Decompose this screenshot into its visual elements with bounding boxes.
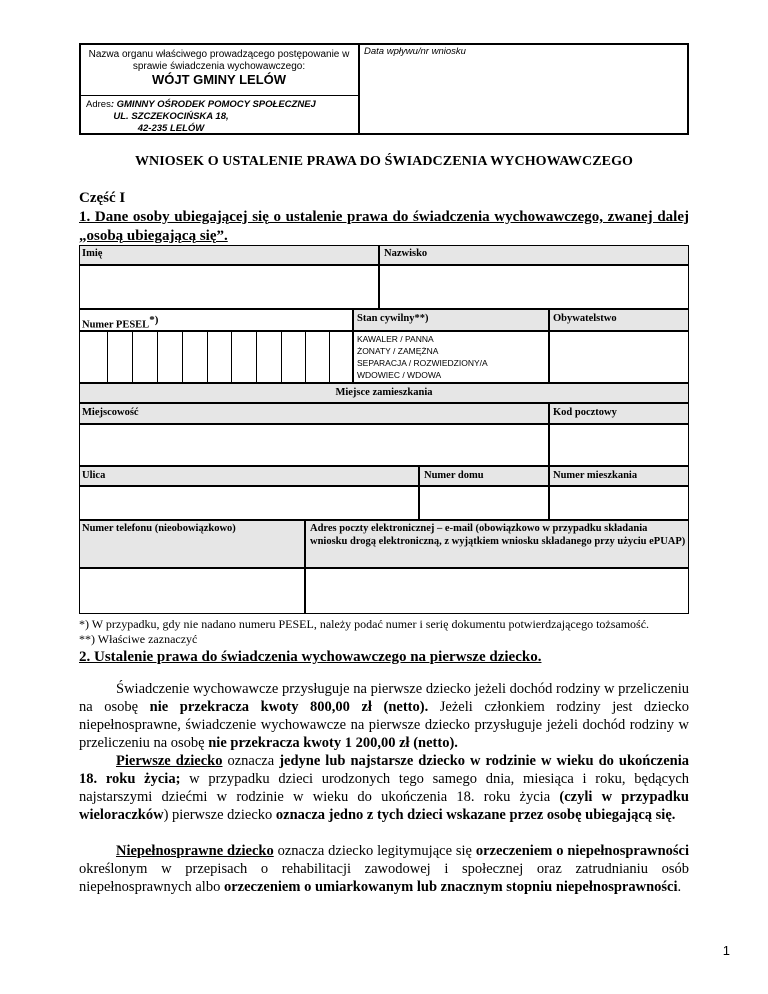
p1-threshold-800: nie przekracza kwoty 800,00 zł (netto). bbox=[149, 699, 429, 715]
phone-field[interactable] bbox=[79, 568, 305, 614]
house-number-field[interactable] bbox=[419, 486, 549, 520]
p1-threshold-1200: nie przekracza kwoty 1 200,00 zł (netto). bbox=[208, 735, 458, 751]
pesel-digit-divider bbox=[256, 331, 257, 383]
address-line-1: : GMINNY OŚRODEK POMOCY SPOŁECZNEJ bbox=[110, 99, 316, 110]
p3-text-d: określonym w przepisach o rehabilitacji zawodowej i społecznej oraz zatrudnianiu osób niepełnosprawnych albo bbox=[79, 861, 689, 895]
p1-text-c: Jeżeli członkiem rodziny jest dziecko niepełnosprawne, świadczenie wychowawcze na pierwsze dziecko przysługuje jeżeli dochód rodziny w przeliczeniu na osobę bbox=[79, 699, 690, 751]
pesel-footnote-mark: *) bbox=[149, 314, 159, 326]
header-divider bbox=[358, 43, 360, 135]
header-divider-horizontal bbox=[79, 95, 360, 96]
p2-definition: jedyne lub najstarsze dziecko w rodzinie w wieku do ukończenia 18. roku życia; bbox=[79, 753, 689, 787]
address-label: Adres bbox=[86, 99, 111, 110]
pesel-digit-divider bbox=[305, 331, 306, 383]
pesel-digit-divider bbox=[107, 331, 108, 383]
paragraph-income-threshold bbox=[79, 680, 689, 752]
p2-chosen-child: oznacza jedno z tych dzieci wskazane przez osobę ubiegającą się. bbox=[275, 807, 676, 823]
marital-option-3[interactable]: SEPARACJA / ROZWIEDZIONY/A bbox=[357, 358, 488, 368]
email-field[interactable] bbox=[305, 568, 689, 614]
marital-option-4[interactable]: WDOWIEC / WDOWA bbox=[357, 370, 442, 380]
section-2-heading: 2. Ustalenie prawa do świadczenia wychowawczego na pierwsze dziecko. bbox=[79, 649, 542, 665]
organ-address bbox=[86, 99, 352, 135]
p3-degree-certificate: orzeczeniem o umiarkowanym lub znacznym stopniu niepełnosprawności bbox=[223, 879, 678, 895]
last-name-label: Nazwisko bbox=[384, 248, 428, 259]
marital-option-2[interactable]: ŻONATY / ZAMĘŻNA bbox=[357, 346, 439, 356]
email-label: Adres poczty elektronicznej – e-mail (obowiązkowo w przypadku składania wniosku drogą elektroniczną, z wyjątkiem wniosku składanego przy użyciu ePUAP) bbox=[310, 523, 686, 547]
pesel-digit-divider bbox=[329, 331, 330, 383]
section-1-heading: 1. Dane osoby ubiegającej się o ustalenie prawa do świadczenia wychowawczego, zwanej dalej „osobą ubiegającą się”. bbox=[79, 209, 689, 244]
street-field[interactable] bbox=[79, 486, 419, 520]
organ-name: WÓJT GMINY LELÓW bbox=[151, 72, 287, 87]
organ-label: Nazwa organu właściwego prowadzącego postępowanie w sprawie świadczenia wychowawczego: bbox=[88, 49, 350, 72]
pesel-digit-divider bbox=[281, 331, 282, 383]
street-header bbox=[79, 466, 419, 486]
paragraph-disabled-child bbox=[79, 842, 689, 896]
paragraph-first-child bbox=[79, 752, 689, 824]
footnote-1: *) W przypadku, gdy nie nadano numeru PESEL, należy podać numer i serię dokumentu potwierdzającego tożsamość. bbox=[79, 617, 650, 631]
citizenship-field[interactable] bbox=[549, 331, 689, 383]
p2-text-b: oznacza bbox=[222, 753, 280, 769]
first-name-field[interactable] bbox=[79, 265, 379, 309]
p3-text-f: . bbox=[677, 879, 682, 895]
p2-text-f: ) pierwsze dziecko bbox=[163, 807, 276, 823]
address-line-2: UL. SZCZEKOCIŃSKA 18, bbox=[113, 111, 229, 122]
pesel-digit-divider bbox=[182, 331, 183, 383]
street-label: Ulica bbox=[82, 470, 106, 481]
citizenship-label: Obywatelstwo bbox=[553, 313, 617, 324]
pesel-label bbox=[82, 314, 158, 331]
phone-label: Numer telefonu (nieobowiązkowo) bbox=[82, 523, 236, 534]
pesel-field[interactable] bbox=[79, 331, 353, 383]
form-title: WNIOSEK O USTALENIE PRAWA DO ŚWIADCZENIA WYCHOWAWCZEGO bbox=[134, 154, 634, 169]
locality-label: Miejscowość bbox=[82, 407, 139, 418]
date-received-label: Data wpływu/nr wniosku bbox=[364, 46, 466, 57]
address-line-3: 42-235 LELÓW bbox=[137, 123, 205, 134]
first-name-label: Imię bbox=[82, 248, 103, 259]
p3-term-disabled-child: Niepełnosprawne dziecko bbox=[116, 843, 274, 859]
p1-text-a: Świadczenie wychowawcze przysługuje na pierwsze dziecko jeżeli dochód rodziny w przeliczeniu na osobę bbox=[79, 681, 689, 715]
residence-label: Miejsce zamieszkania bbox=[335, 387, 433, 398]
apartment-number-field[interactable] bbox=[549, 486, 689, 520]
p3-disability-certificate: orzeczeniem o niepełnosprawności bbox=[475, 843, 689, 859]
pesel-digit-divider bbox=[231, 331, 232, 383]
apartment-number-label: Numer mieszkania bbox=[553, 470, 638, 481]
p3-text-b: oznacza dziecko legitymujące się bbox=[273, 843, 476, 859]
pesel-digit-divider bbox=[157, 331, 158, 383]
locality-field[interactable] bbox=[79, 424, 549, 466]
part-heading: Część I bbox=[79, 190, 126, 206]
house-number-label: Numer domu bbox=[424, 470, 484, 481]
p2-multiples: (czyli w przypadku wieloraczków bbox=[79, 789, 689, 823]
footnote-2: **) Właściwe zaznaczyć bbox=[79, 632, 198, 646]
pesel-digit-divider bbox=[207, 331, 208, 383]
first-name-header bbox=[79, 245, 379, 265]
marital-status-label: Stan cywilny**) bbox=[357, 313, 429, 324]
p2-term-first-child: Pierwsze dziecko bbox=[116, 753, 223, 769]
pesel-label-text: Numer PESEL bbox=[82, 319, 150, 331]
page-number: 1 bbox=[722, 943, 730, 958]
postal-code-field[interactable] bbox=[549, 424, 689, 466]
p2-text-d: w przypadku dzieci urodzonych tego samego dnia, miesiąca i roku, będących najstarszymi dziećmi w rodzinie w wieku do ukończenia 18. roku życia bbox=[79, 771, 690, 805]
postal-code-label: Kod pocztowy bbox=[553, 407, 617, 418]
last-name-field[interactable] bbox=[379, 265, 689, 309]
locality-header bbox=[79, 403, 549, 424]
marital-option-1[interactable]: KAWALER / PANNA bbox=[357, 334, 434, 344]
pesel-digit-divider bbox=[132, 331, 133, 383]
